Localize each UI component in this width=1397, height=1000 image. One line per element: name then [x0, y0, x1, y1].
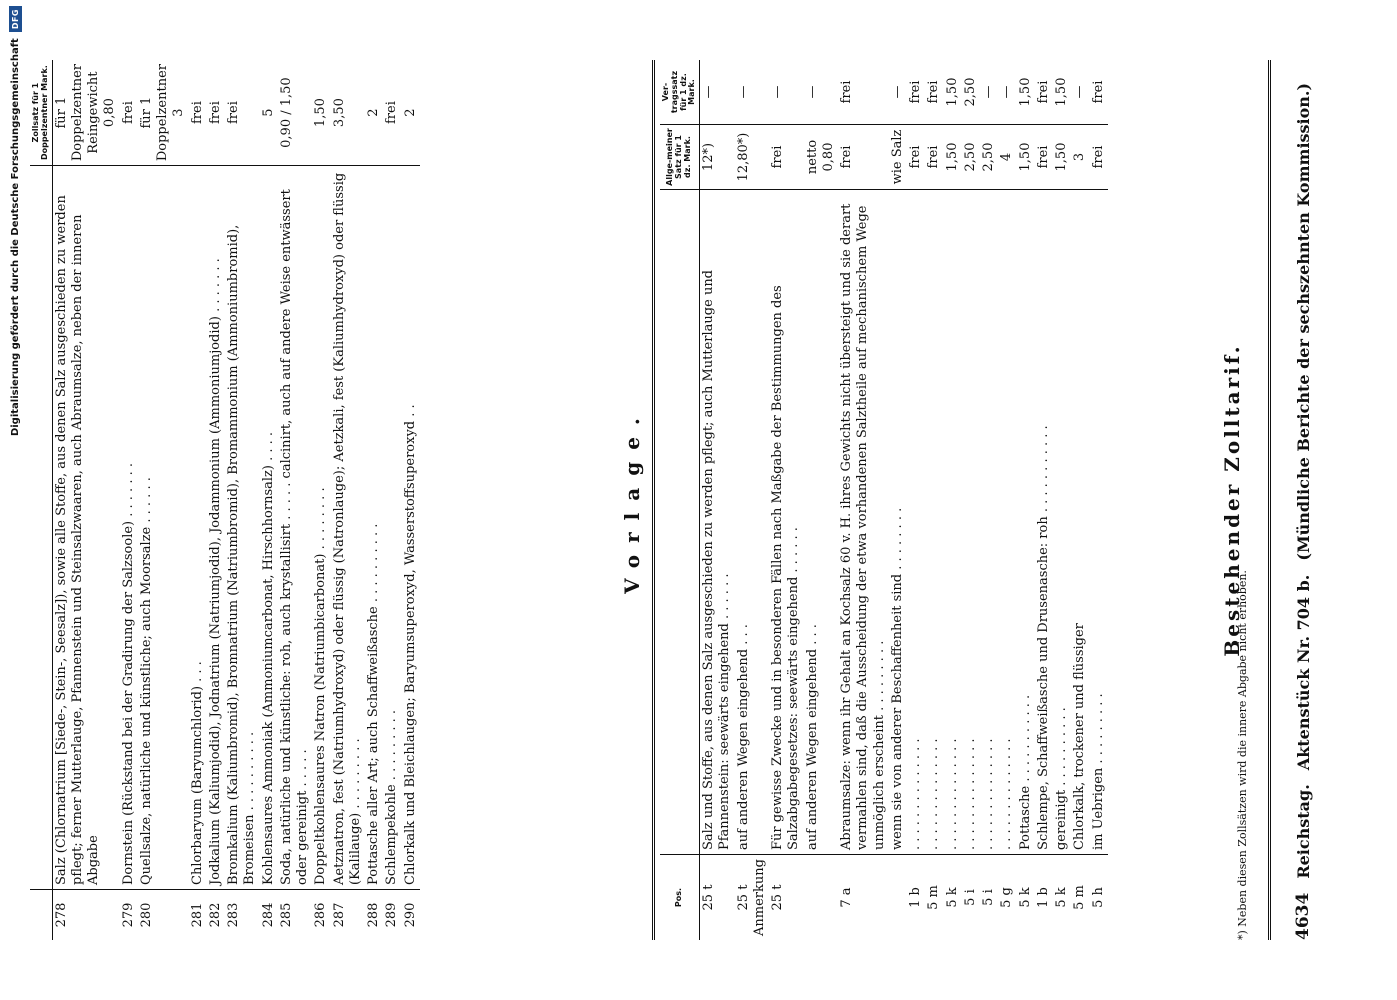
old-row-general: frei [769, 125, 804, 190]
old-row-desc: . . . . . . . . . . . . . . [925, 190, 943, 855]
old-col-desc [660, 190, 700, 855]
old-row-pos [804, 855, 839, 940]
old-tariff-title: Bestehender Zolltarif. [1220, 343, 1244, 657]
table-row [998, 60, 1016, 940]
table-row [207, 60, 225, 940]
old-tariff-table [660, 60, 1108, 940]
old-row-contract: 2,50 [962, 60, 980, 125]
old-col-contract: Ver-tragssatz für 1 dz. Mark. [660, 60, 700, 125]
proposal-row-pos: 278 [53, 902, 69, 928]
old-row-desc: . . . . . . . . . . . . . . [998, 190, 1016, 855]
old-row-general: 3 [1071, 125, 1089, 190]
old-row-pos: 7 a [839, 887, 855, 908]
old-row-contract: — [735, 60, 770, 125]
proposal-row-pos: 288 [366, 902, 382, 928]
table-row [120, 60, 138, 940]
table-row [907, 60, 925, 940]
table-row [1053, 60, 1071, 940]
proposal-row-rate: für 1 Doppelzentner 3 [138, 60, 189, 166]
table-row [138, 60, 189, 940]
table-row [1071, 60, 1089, 940]
old-row-pos: 5 i [962, 889, 978, 906]
old-row-pos: 5 m [1072, 885, 1088, 910]
proposal-row-desc: Aetznatron, fest (Natriumhydroxyd) oder flüssig (Natronlauge); Aetzkali, fest (Kaliumhydroxyd) oder flüssig (Kalilauge) . . . . . . . . . [331, 166, 366, 890]
table-row [925, 60, 943, 940]
table-row [700, 60, 735, 940]
old-row-pos: 25 t [770, 884, 786, 911]
proposal-row-desc: Pottasche aller Art; auch Schaffweißasche . . . . . . . . . . [365, 166, 383, 890]
old-row-contract: — [889, 60, 907, 125]
old-row-general: frei [838, 125, 889, 190]
old-row-contract: frei [1035, 60, 1053, 125]
proposal-row-rate: frei [189, 60, 207, 166]
old-row-desc: Abraumsalze: wenn ihr Gehalt an Kochsalz 60 v. H. ihres Gewichts nicht übersteigt und sie derart vermahlen sind, daß die Ausscheidung der etwa vorhandenen Salztheile auf mechanischem Wege unmöglich erscheint . . . . . . . . . [838, 190, 889, 855]
proposal-row-pos: 289 [384, 902, 400, 928]
proposal-row-desc: Chlorbaryum (Baryumchlorid) . . . [189, 166, 207, 890]
old-row-pos [889, 855, 907, 940]
table-row [735, 60, 770, 940]
old-row-contract: 1,50 [1053, 60, 1071, 125]
old-row-pos: 25 t Anmerkung [735, 859, 767, 936]
old-row-contract: frei [907, 60, 925, 125]
old-row-pos: 5 k [1054, 887, 1070, 908]
old-row-contract: — [804, 60, 839, 125]
old-row-desc: auf anderen Wegen eingehend . . . [735, 190, 770, 855]
table-row [278, 60, 313, 940]
old-row-desc: auf anderen Wegen eingehend . . . [804, 190, 839, 855]
old-row-pos: 5 i [981, 889, 997, 906]
old-row-general: 1,50 [944, 125, 962, 190]
table-row [1090, 60, 1108, 940]
dfg-logo-icon: DFG [9, 6, 22, 32]
proposal-row-desc: Dornstein (Rückstand bei der Gradirung der Salzsoole) . . . . . . . [120, 166, 138, 890]
table-row [804, 60, 839, 940]
proposal-row-desc: Schlempekohle . . . . . . . . . [383, 166, 401, 890]
old-row-desc: . . . . . . . . . . . . . . [944, 190, 962, 855]
old-tariff-section [660, 60, 1260, 940]
old-row-general: wie Salz [889, 125, 907, 190]
table-row [838, 60, 889, 940]
proposal-row-pos: 282 [207, 902, 223, 928]
proposal-row-desc: Soda, natürliche und künstliche: roh, auch krystallisirt . . . . . calcinirt, auch auf andere Weise entwässert oder gereinigt . . . . . [278, 166, 313, 890]
old-row-desc: Schlempe, Schaffweißasche und Drusenasche: roh . . . . . . . . . . . [1035, 190, 1053, 855]
old-row-desc: Chlorkalk, trockener und flüssiger [1071, 190, 1089, 855]
old-row-contract: — [998, 60, 1016, 125]
proposal-row-rate: frei [120, 60, 138, 166]
table-row [402, 60, 420, 940]
table-row [980, 60, 998, 940]
proposal-row-desc: Quellsalze, natürliche und künstliche; auch Moorsalze . . . . . . [138, 166, 189, 890]
proposal-row-rate: frei [383, 60, 401, 166]
old-row-desc: Salz und Stoffe, aus denen Salz ausgeschieden zu werden pflegt; auch Mutterlauge und Pfannenstein: seewärts eingehend . . . . . . [700, 190, 735, 855]
old-row-contract: — [769, 60, 804, 125]
proposal-row-pos: 284 [260, 902, 276, 928]
table-row [1035, 60, 1053, 940]
old-row-contract: — [700, 60, 735, 125]
proposal-row-rate: 2 [402, 60, 420, 166]
header-aktenstueck: Aktenstück Nr. 704 b. [1293, 574, 1313, 771]
proposal-row-desc: Jodkalium (Kaliumjodid), Jodnatrium (Natriumjodid), Jodammonium (Ammoniumjodid) . . . . . . . [207, 166, 225, 890]
proposal-row-rate: 3,50 [331, 60, 366, 166]
proposal-row-rate: für 1 Doppelzentner Reingewicht 0,80 [52, 60, 120, 166]
proposal-row-rate: 2 [365, 60, 383, 166]
old-row-contract: — [980, 60, 998, 125]
table-row [260, 60, 278, 940]
old-row-general: frei [925, 125, 943, 190]
old-row-general: netto 0,80 [804, 125, 839, 190]
old-row-pos: 1 b [1035, 887, 1051, 908]
old-row-general: 1,50 [1053, 125, 1071, 190]
old-row-general: frei [1035, 125, 1053, 190]
old-col-general: Allge-meiner Satz für 1 dz. Mark. [660, 125, 700, 190]
table-row [312, 60, 330, 940]
old-row-pos: 5 h [1090, 887, 1106, 908]
proposal-row-rate: 5 [260, 60, 278, 166]
old-row-pos: 25 t [701, 884, 717, 911]
table-row [225, 60, 260, 940]
old-row-contract: frei [925, 60, 943, 125]
proposal-row-pos: 280 [138, 902, 154, 928]
proposal-row-rate: 0,90 / 1,50 [278, 60, 313, 166]
table-row [769, 60, 804, 940]
proposal-row-pos: 290 [402, 902, 418, 928]
proposal-title: Vorlage. [620, 406, 644, 594]
old-col-pos: Pos. [660, 855, 700, 940]
table-row [944, 60, 962, 940]
table-row [331, 60, 366, 940]
proposal-row-pos: 281 [189, 902, 205, 928]
table-row [189, 60, 207, 940]
proposal-row-desc: Kohlensaures Ammoniak (Ammoniumcarbonat, Hirschhornsalz) . . . . [260, 166, 278, 890]
proposal-row-rate: 1,50 [312, 60, 330, 166]
old-row-contract: 1,50 [944, 60, 962, 125]
old-row-desc: . . . . . . . . . . . . . . [980, 190, 998, 855]
page-number: 4634 [1293, 892, 1313, 940]
section-divider [652, 60, 655, 940]
old-row-desc: im Uebrigen . . . . . . . . . [1090, 190, 1108, 855]
header-reichstag: Reichstag. [1293, 784, 1313, 879]
proposal-row-desc: Doppeltkohlensaures Natron (Natriumbicarbonat) . . . . . . . . [312, 166, 330, 890]
old-row-pos: 5 k [944, 887, 960, 908]
old-row-general: 1,50 [1017, 125, 1035, 190]
proposal-row-rate: frei [207, 60, 225, 166]
page-header [1290, 60, 1316, 940]
proposal-row-pos: 287 [331, 902, 347, 928]
proposal-row-desc: Chlorkalk und Bleichlaugen; Baryumsuperoxyd, Wasserstoffsuperoxyd . . [402, 166, 420, 890]
table-row [52, 60, 120, 940]
dfg-credit-text: Digitalisierung gefördert durch die Deutsche Forschungsgemeinschaft [9, 38, 21, 437]
old-row-contract: 1,50 [1017, 60, 1035, 125]
old-row-desc: . . . . . . . . . . . . . . [962, 190, 980, 855]
old-row-desc: Für gewisse Zwecke und in besonderen Fällen nach Maßgabe der Bestimmungen des Salzabgabegesetzes: seewärts eingehend . . . . . . [769, 190, 804, 855]
table-row [365, 60, 383, 940]
old-row-contract: frei [838, 60, 889, 125]
proposal-row-desc: Salz (Chlornatrium [Siede-, Stein-, Seesalz]), sowie alle Stoffe, aus denen Salz ausgeschieden zu werden pflegt; ferner Mutterlauge, Pfannenstein und Steinsalzwaaren, auch Abraumsalze, neben der inneren Abgabe [52, 166, 120, 890]
proposal-row-pos: 286 [313, 902, 329, 928]
old-row-desc: . . . . . . . . . . . . . . [907, 190, 925, 855]
old-row-desc: wenn sie von anderer Beschaffenheit sind . . . . . . . . [889, 190, 907, 855]
proposal-section [30, 60, 655, 940]
proposal-table [30, 60, 420, 940]
old-row-contract: frei [1090, 60, 1108, 125]
old-row-desc: Pottasche . . . . . . . . . . . [1017, 190, 1035, 855]
old-row-pos: 1 b [908, 887, 924, 908]
old-row-general: 4 [998, 125, 1016, 190]
old-row-general: frei [1090, 125, 1108, 190]
proposal-col-pos [30, 890, 52, 941]
proposal-row-pos: 285 [278, 902, 294, 928]
old-row-general: 2,50 [980, 125, 998, 190]
old-row-general: 12*) [700, 125, 735, 190]
header-rule [1268, 60, 1271, 940]
old-row-contract: — [1071, 60, 1089, 125]
old-row-general: 12,80*) [735, 125, 770, 190]
old-row-pos: 5 g [999, 887, 1015, 908]
old-row-pos: 5 k [1017, 887, 1033, 908]
old-row-desc: gereinigt . . . . . . . . . . [1053, 190, 1071, 855]
footnote: *) Neben diesen Zollsätzen wird die innere Abgabe nicht erhoben. [1236, 570, 1249, 940]
header-commission: (Mündliche Berichte der sechszehnten Kommission.) [1293, 82, 1313, 561]
table-row [383, 60, 401, 940]
proposal-row-pos: 279 [120, 902, 136, 928]
old-row-general: frei [907, 125, 925, 190]
table-row [1017, 60, 1035, 940]
proposal-row-desc: Bromkalium (Kaliumbromid), Bromnatrium (Natriumbromid), Bromammonium (Ammoniumbromid), Bromeisen . . . . . . . . . . [225, 166, 260, 890]
table-row [962, 60, 980, 940]
dfg-credit [0, 0, 30, 1000]
proposal-col-desc [30, 166, 52, 890]
proposal-col-rate: Zollsatz für 1 Doppelzentner Mark. [30, 60, 52, 166]
proposal-row-rate: frei [225, 60, 260, 166]
table-row [889, 60, 907, 940]
proposal-row-pos: 283 [226, 902, 242, 928]
old-row-general: 2,50 [962, 125, 980, 190]
old-row-pos: 5 m [926, 885, 942, 910]
